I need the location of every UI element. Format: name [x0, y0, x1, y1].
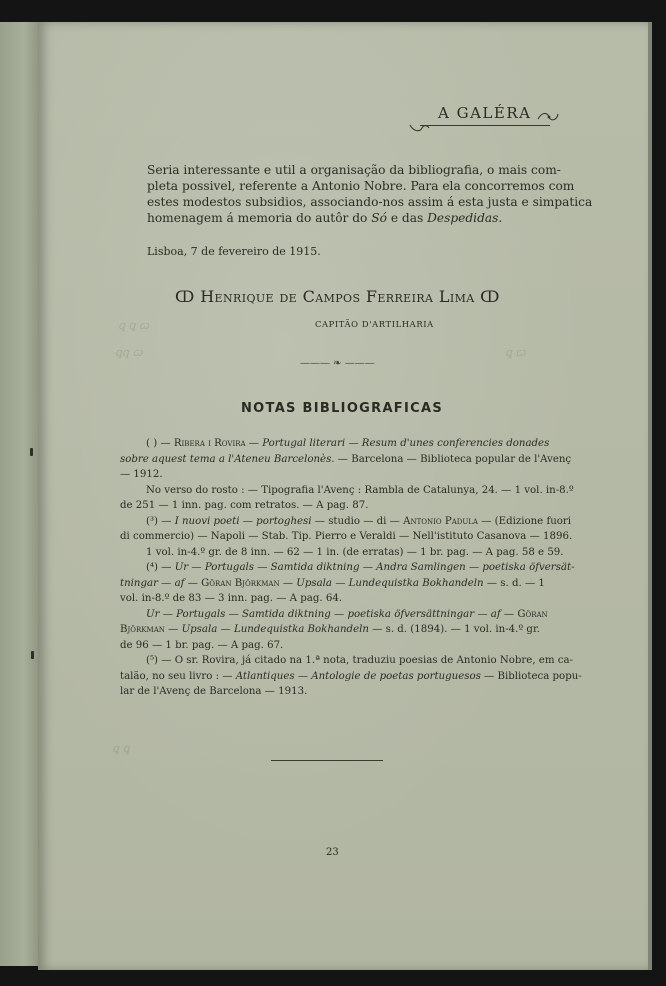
- note-text-run: — Biblioteca popu-: [480, 670, 582, 682]
- note-text-run: de 251 — 1 inn. pag. com retratos. — A pag. 87.: [120, 500, 369, 511]
- note-text-run: — studio — di —: [311, 515, 404, 527]
- note-text-run: ( ) —: [146, 438, 174, 449]
- note-line: [120, 684, 532, 700]
- note-line: [120, 653, 573, 669]
- note-text-run: lar de l'Avenç de Barcelona — 1913.: [120, 686, 308, 697]
- note-text-run: —: [279, 577, 297, 589]
- note-title-run: sobre aquest tema a l'Ateneu Barcelonès.: [120, 453, 335, 465]
- page-edge: [648, 22, 652, 970]
- signoff-paragraph: [147, 162, 593, 226]
- paragraph-line: pleta possivel, referente a Antonio Nobre. Para ela concorremos com: [147, 179, 575, 193]
- note-author-run: Ribera i Rovira: [173, 438, 246, 449]
- note-text-run: —: [245, 438, 263, 449]
- page-number: 23: [326, 847, 339, 858]
- note-line: [120, 545, 564, 561]
- note-title-run: Upsala — Lundequistka Bokhandeln: [296, 577, 484, 589]
- note-line: [120, 591, 532, 607]
- show-through-text: ꝗ ꝗ ꞷ: [118, 319, 149, 332]
- text-run: e das: [390, 211, 424, 225]
- scroll-flourish-icon: [537, 110, 559, 124]
- note-author-run: Björkman: [120, 624, 165, 635]
- paragraph-line: estes modestos subsidios, associando-nos assim á esta justa e simpatica: [147, 195, 593, 209]
- note-title-run: Atlantiques — Antologie de poetas portuguesos: [235, 670, 481, 682]
- note-line: [120, 529, 573, 545]
- running-head-rule: [420, 125, 550, 126]
- note-text-run: talão, no seu livro : —: [120, 670, 236, 682]
- note-text-run: — Barcelona — Biblioteca popular de l'Avenç: [334, 453, 572, 465]
- ornament-icon: ↀ: [175, 287, 195, 306]
- note-text-run: — s. d. (1894). — 1 vol. in-4.º gr.: [368, 624, 540, 635]
- note-text-run: vol. in-8.º de 83 — 3 inn. pag. — A pag. 64.: [120, 593, 343, 604]
- note-title-run: Upsala — Lundequistka Bokhandeln: [181, 624, 369, 635]
- note-text-run: (⁴) —: [146, 562, 175, 573]
- note-author-run: Göran: [517, 608, 548, 620]
- note-line: [120, 669, 582, 685]
- author-signature: [175, 287, 500, 306]
- date-line: Lisboa, 7 de fevereiro de 1915.: [147, 245, 321, 258]
- note-line: [120, 622, 540, 638]
- note-text-run: —: [500, 608, 518, 620]
- note-text-run: —: [164, 624, 182, 635]
- show-through-text: ꝗ ꝗ: [112, 742, 130, 755]
- note-line: [120, 483, 574, 499]
- paragraph-line: Seria interessante e util a organisação da bibliografia, o mais com-: [147, 163, 561, 177]
- note-line: [120, 452, 572, 468]
- book-title-despedidas: Despedidas.: [427, 211, 503, 225]
- note-text-run: No verso do rosto : — Tipografia l'Avenç : Rambla de Catalunya, 24. — 1 vol. in-8.º: [146, 484, 574, 496]
- note-line: [120, 607, 548, 623]
- note-text-run: — s. d. — 1: [483, 577, 545, 589]
- note-text-run: — (Edizione fuori: [478, 515, 572, 527]
- author-role: CAPITÃO D'ARTILHARIA: [315, 319, 434, 329]
- section-title: NOTAS BIBLIOGRAFICAS: [241, 401, 443, 416]
- note-text-run: di commercio) — Napoli — Stab. Tip. Pierro e Veraldi — Nell'istituto Casanova — 1896.: [120, 531, 573, 542]
- scroll-flourish-icon: [408, 122, 430, 134]
- binding-thread-mark: [30, 448, 33, 456]
- note-title-run: Ur — Portugals — Samtida diktning — poetiska öfversättningar — af: [146, 608, 501, 620]
- note-text-run: (⁵) — O sr. Rovira, já citado na 1.ª nota, traduziu poesias de Antonio Nobre, em ca-: [146, 655, 573, 666]
- note-text-run: —: [184, 577, 202, 589]
- note-title-run: Portugal literari — Resum d'unes conferencies donades: [262, 438, 550, 449]
- paragraph-line-last: [147, 210, 529, 226]
- note-line: [120, 514, 572, 530]
- end-rule: [271, 760, 383, 761]
- running-head-title: A GALÉRA: [438, 104, 532, 122]
- note-line: [120, 498, 532, 514]
- note-text-run: de 96 — 1 br. pag. — A pag. 67.: [120, 639, 284, 651]
- binding-thread-mark: [31, 651, 34, 659]
- note-line: [120, 560, 575, 576]
- note-line: [120, 638, 532, 654]
- show-through-text: ꝗꝗ ꞷ: [115, 346, 143, 359]
- text-run: homenagem á memoria do autôr do: [147, 211, 368, 225]
- book-title-so: Só: [371, 211, 387, 225]
- note-author-run: Antonio Padula: [403, 515, 478, 527]
- note-title-run: tningar — af: [120, 577, 185, 589]
- note-text-run: (³) —: [146, 515, 175, 527]
- note-title-run: Ur — Portugals — Samtida diktning — Andra Samlingen — poetiska öfversät-: [174, 562, 575, 573]
- show-through-text: ꝗ ꞷ: [505, 346, 526, 359]
- ornament-icon: ↀ: [480, 287, 500, 306]
- note-title-run: I nuovi poeti — portoghesi: [174, 515, 312, 527]
- note-line: [120, 436, 550, 452]
- note-author-run: Göran Björkman: [201, 577, 280, 589]
- note-line: [120, 467, 532, 483]
- author-name: Henrique de Campos Ferreira Lima: [200, 287, 475, 306]
- note-text-run: — 1912.: [120, 469, 163, 480]
- divider-ornament: ——— ❧ ———: [300, 358, 375, 369]
- note-line: [120, 576, 545, 592]
- facing-page-edge: [0, 22, 40, 966]
- note-text-run: 1 vol. in-4.º gr. de 8 inn. — 62 — 1 in. (de erratas) — 1 br. pag. — A pag. 58 e 59.: [146, 546, 564, 558]
- notes-list: [120, 436, 582, 700]
